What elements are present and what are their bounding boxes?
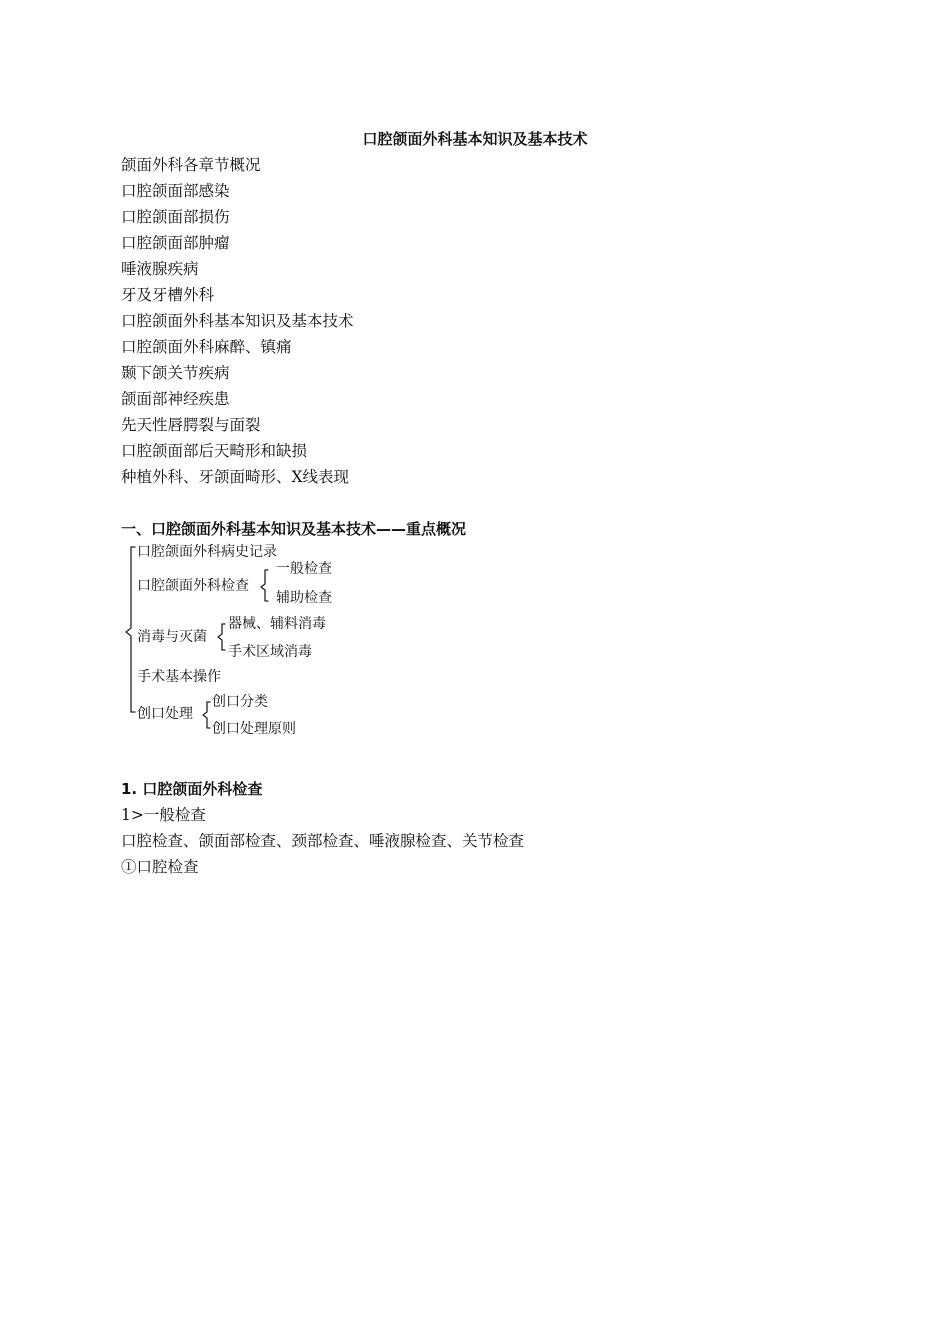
outline-exam-auxiliary: 辅助检查 bbox=[276, 590, 332, 606]
outline-history-record: 口腔颌面外科病史记录 bbox=[137, 544, 277, 560]
subsection-body bbox=[121, 802, 524, 880]
disinfection-brace bbox=[218, 624, 225, 650]
wound-brace bbox=[203, 702, 210, 728]
body-line: ①口腔检查 bbox=[121, 858, 199, 876]
chapter-item: 牙及牙槽外科 bbox=[121, 286, 215, 304]
section-heading: 一、口腔颌面外科基本知识及基本技术——重点概况 bbox=[121, 520, 467, 538]
outline-exam-general: 一般检查 bbox=[276, 561, 332, 577]
chapter-item: 种植外科、牙颌面畸形、X线表现 bbox=[121, 468, 350, 486]
subsection-heading: 1. 口腔颌面外科检查 bbox=[121, 780, 263, 798]
outline-basic-operations: 手术基本操作 bbox=[137, 669, 221, 685]
outline-examination: 口腔颌面外科检查 bbox=[137, 578, 249, 594]
main-brace bbox=[126, 547, 135, 712]
exam-brace bbox=[261, 570, 268, 601]
chapter-item: 口腔颌面外科麻醉、镇痛 bbox=[121, 338, 292, 356]
outline-wound-classification: 创口分类 bbox=[212, 694, 268, 710]
outline-diagram bbox=[118, 540, 358, 745]
outline-disinfection-instruments: 器械、辅料消毒 bbox=[228, 616, 326, 632]
chapter-item: 颌面部神经疾患 bbox=[121, 390, 230, 408]
chapter-item: 口腔颌面部后天畸形和缺损 bbox=[121, 442, 308, 460]
chapter-item: 口腔颌面外科基本知识及基本技术 bbox=[121, 312, 354, 330]
outline-disinfection-area: 手术区域消毒 bbox=[228, 644, 312, 660]
chapter-item: 口腔颌面部感染 bbox=[121, 182, 230, 200]
document-title: 口腔颌面外科基本知识及基本技术 bbox=[362, 130, 588, 148]
chapter-item: 唾液腺疾病 bbox=[121, 260, 199, 278]
chapter-item: 颌面外科各章节概况 bbox=[121, 156, 261, 174]
chapter-item: 先天性唇腭裂与面裂 bbox=[121, 416, 261, 434]
outline-disinfection: 消毒与灭菌 bbox=[137, 629, 207, 645]
chapter-item: 口腔颌面部损伤 bbox=[121, 208, 230, 226]
chapter-item: 颞下颌关节疾病 bbox=[121, 364, 230, 382]
outline-wound-principles: 创口处理原则 bbox=[212, 721, 296, 737]
chapter-item: 口腔颌面部肿瘤 bbox=[121, 234, 230, 252]
outline-wound: 创口处理 bbox=[137, 706, 193, 722]
chapter-list bbox=[121, 152, 354, 490]
body-line: 口腔检查、颌面部检查、颈部检查、唾液腺检查、关节检查 bbox=[121, 832, 525, 850]
body-line: 1>一般检查 bbox=[121, 806, 206, 824]
